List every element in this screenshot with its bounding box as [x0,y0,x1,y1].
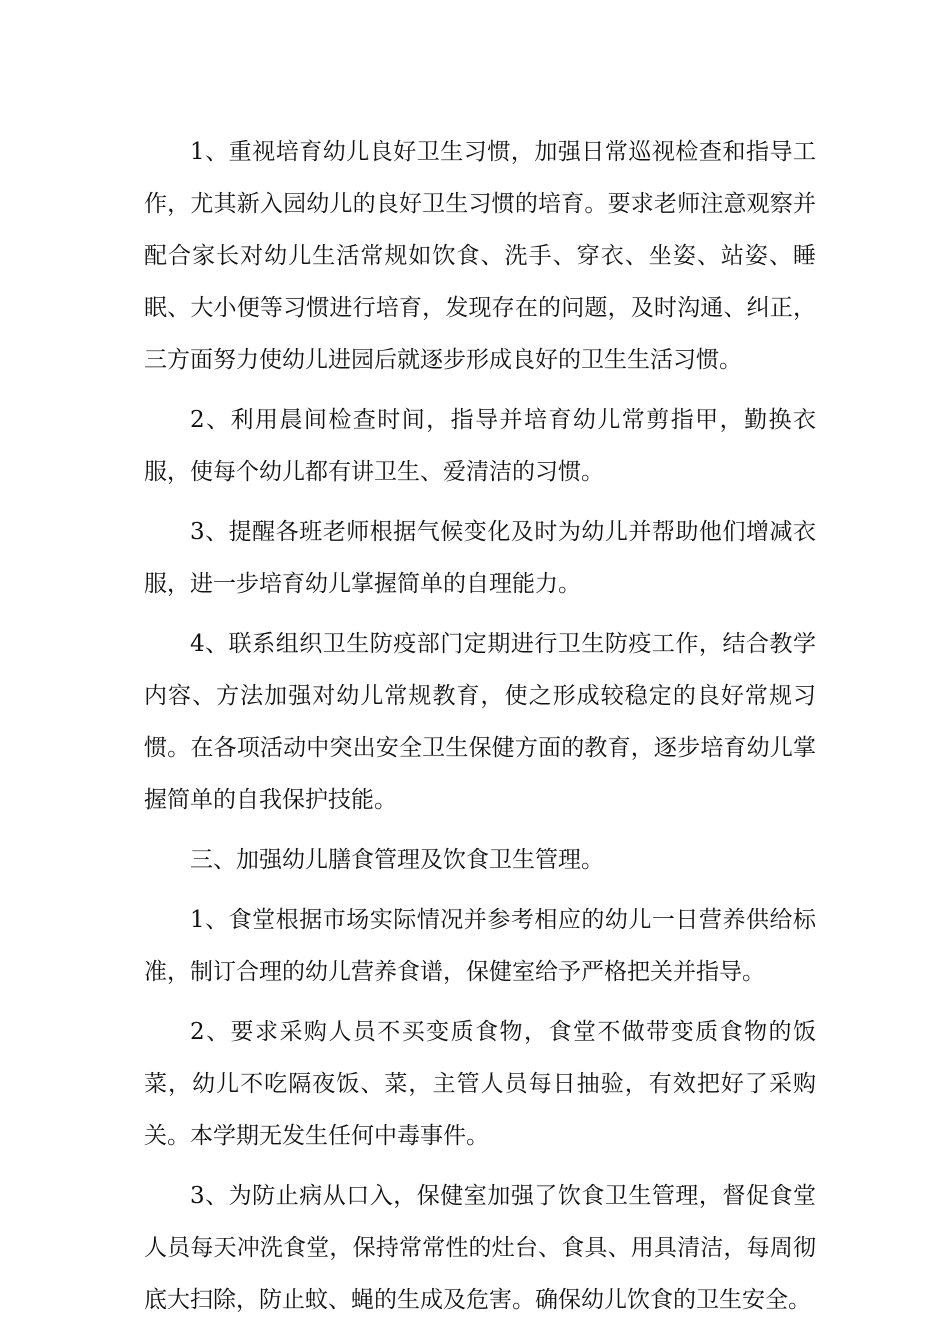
paragraph-morning-check: 2、利用晨间检查时间，指导并培育幼儿常剪指甲，勤换衣服，使每个幼儿都有讲卫生、爱清洁的习惯。 [144,407,816,485]
document-body [144,126,816,1326]
paragraph-food-hygiene: 3、为防止病从口入，保健室加强了饮食卫生管理，督促食堂人员每天冲洗食堂，保持常常性的灶台、食具、用具清洁，每周彻底大扫除，防止蚊、蝇的生成及危害。确保幼儿饮食的卫生安全。 [144,1183,816,1313]
paragraph-nutrition-menu: 1、食堂根据市场实际情况并参考相应的幼儿一日营养供给标准，制订合理的幼儿营养食谱，保健室给予严格把关并指导。 [144,907,816,985]
section-heading-diet-management: 三、加强幼儿膳食管理及饮食卫生管理。 [190,847,604,873]
paragraph-clothing-reminder: 3、提醒各班老师根据气候变化及时为幼儿并帮助他们增减衣服，进一步培育幼儿掌握简单的自理能力。 [144,519,816,597]
paragraph-food-purchasing: 2、要求采购人员不买变质食物，食堂不做带变质食物的饭菜，幼儿不吃隔夜饭、菜，主管人员每日抽验，有效把好了采购关。本学期无发生任何中毒事件。 [144,1019,816,1149]
paragraph-hygiene-habits: 1、重视培育幼儿良好卫生习惯，加强日常巡视检查和指导工作，尤其新入园幼儿的良好卫生习惯的培育。要求老师注意观察并配合家长对幼儿生活常规如饮食、洗手、穿衣、坐姿、站姿、睡眠、大小便等习惯进行培育，发现存在的问题，及时沟通、纠正，三方面努力使幼儿进园后就逐步形成良好的卫生生活习惯。 [144,139,816,373]
paragraph-epidemic-prevention: 4、联系组织卫生防疫部门定期进行卫生防疫工作，结合教学内容、方法加强对幼儿常规教育，使之形成较稳定的良好常规习惯。在各项活动中突出安全卫生保健方面的教育，逐步培育幼儿掌握简单的自我保护技能。 [144,631,816,813]
